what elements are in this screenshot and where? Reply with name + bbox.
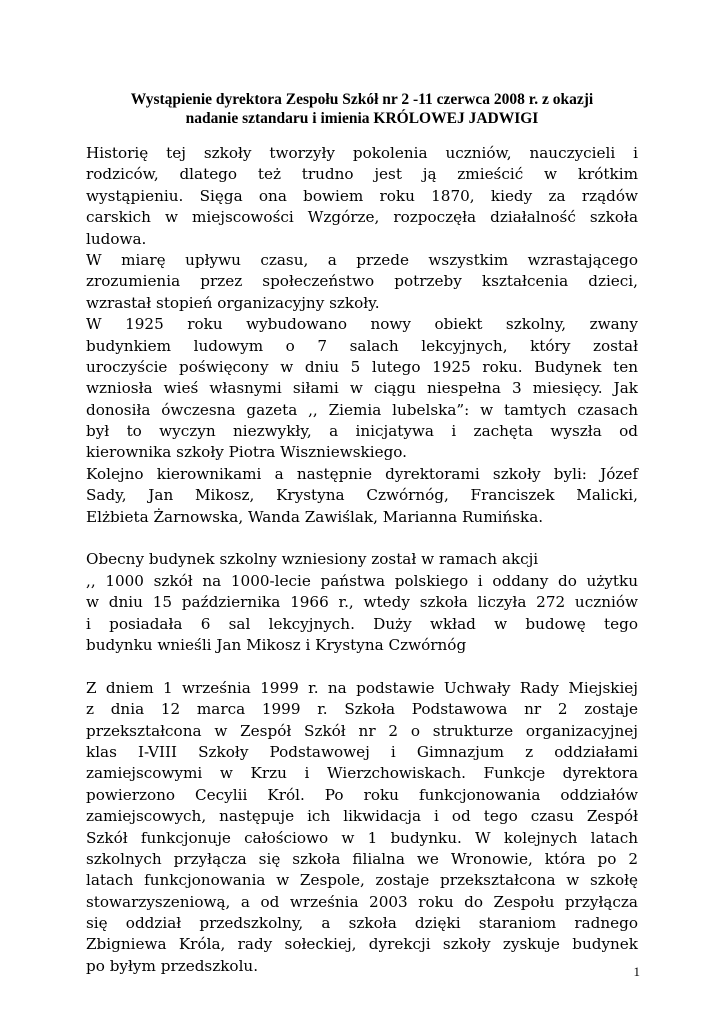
- text-line: W miarę upływu czasu, a przede wszystkim wzrastającego: [86, 250, 638, 269]
- text-line: uroczyście poświęcony w dniu 5 lutego 1925 roku. Budynek ten: [86, 357, 638, 376]
- text-line: ludowa.: [86, 229, 147, 248]
- text-line: szkolnych przyłącza się szkoła filialna we Wronowie, która po 2: [86, 849, 638, 868]
- text-line: wzniosła wieś własnymi siłami w ciągu niespełna 3 miesięcy. Jak: [86, 379, 638, 398]
- text-line: carskich w miejscowości Wzgórze, rozpoczęła działalność szkoła: [86, 208, 638, 227]
- text-line: klas I-VIII Szkoły Podstawowej i Gimnazjum z oddziałami: [86, 742, 638, 761]
- text-line: i posiadała 6 sal lekcyjnych. Duży wkład w budowę tego: [86, 614, 638, 633]
- text-line: się oddział przedszkolny, a szkoła dzięki staraniom radnego: [86, 914, 638, 933]
- text-line: Z dniem 1 września 1999 r. na podstawie Uchwały Rady Miejskiej: [86, 678, 638, 697]
- text-line: Historię tej szkoły tworzyły pokolenia uczniów, nauczycieli i: [86, 144, 638, 162]
- text-line: Zbigniewa Króla, rady sołeckiej, dyrekcji szkoły zyskuje budynek: [86, 935, 638, 954]
- text-line: donosiła ówczesna gazeta ,, Ziemia lubelska”: w tamtych czasach: [86, 400, 638, 419]
- text-line: rodziców, dlatego też trudno jest ją zmieścić w krótkim: [86, 165, 638, 184]
- text-line: po byłym przedszkolu.: [86, 956, 259, 975]
- text-line: budynkiem ludowym o 7 salach lekcyjnych, który został: [86, 336, 638, 355]
- text-line: przekształcona w Zespół Szkół nr 2 o strukturze organizacyjnej: [86, 721, 638, 740]
- text-line: kierownika szkoły Piotra Wiszniewskiego.: [86, 443, 408, 462]
- text-line: W 1925 roku wybudowano nowy obiekt szkolny, zwany: [86, 315, 638, 334]
- text-line: wzrastał stopień organizacyjny szkoły.: [86, 293, 380, 312]
- text-line: Elżbieta Żarnowska, Wanda Zawiślak, Marianna Rumińska.: [86, 507, 544, 526]
- text-line: budynku wnieśli Jan Mikosz i Krystyna Czwórnóg: [86, 635, 467, 654]
- text-line: Obecny budynek szkolny wzniesiony został w ramach akcji: [86, 550, 539, 569]
- page-number: 1: [633, 964, 640, 979]
- title-line: nadanie sztandaru i imienia KRÓLOWEJ JADWIGI: [185, 110, 539, 127]
- document-title: [86, 90, 638, 128]
- text-line: wystąpieniu. Sięga ona bowiem roku 1870, kiedy za rządów: [86, 186, 638, 205]
- text-line: latach funkcjonowania w Zespole, zostaje przekształcona w szkołę: [86, 871, 638, 890]
- text-line: ,, 1000 szkół na 1000-lecie państwa polskiego i oddany do użytku: [86, 571, 638, 590]
- text-line: z dnia 12 marca 1999 r. Szkoła Podstawowa nr 2 zostaje: [86, 700, 638, 719]
- document-body: [86, 143, 638, 977]
- text-line: w dniu 15 października 1966 r., wtedy szkoła liczyła 272 uczniów: [86, 593, 638, 612]
- text-line: zamiejscowymi w Krzu i Wierzchowiskach. Funkcje dyrektora: [86, 764, 638, 783]
- paragraph-gap: [86, 656, 638, 677]
- text-line: stowarzyszeniową, a od września 2003 roku do Zespołu przyłącza: [86, 892, 638, 911]
- text-line: zrozumienia przez społeczeństwo potrzeby kształcenia dzieci,: [86, 272, 638, 291]
- text-line: był to wyczyn niezwykły, a inicjatywa i zachęta wyszła od: [86, 422, 638, 441]
- paragraph-gap: [86, 528, 638, 549]
- text-line: powierzono Cecylii Król. Po roku funkcjonowania oddziałów: [86, 785, 638, 804]
- title-line: Wystąpienie dyrektora Zespołu Szkół nr 2 -11 czerwca 2008 r. z okazji: [130, 91, 594, 108]
- text-line: zamiejscowych, następuje ich likwidacja i od tego czasu Zespół: [86, 807, 638, 826]
- text-line: Kolejno kierownikami a następnie dyrektorami szkoły byli: Józef: [86, 464, 638, 483]
- text-line: Szkół funkcjonuje całościowo w 1 budynku. W kolejnych latach: [86, 828, 638, 847]
- text-line: Sady, Jan Mikosz, Krystyna Czwórnóg, Franciszek Malicki,: [86, 486, 638, 505]
